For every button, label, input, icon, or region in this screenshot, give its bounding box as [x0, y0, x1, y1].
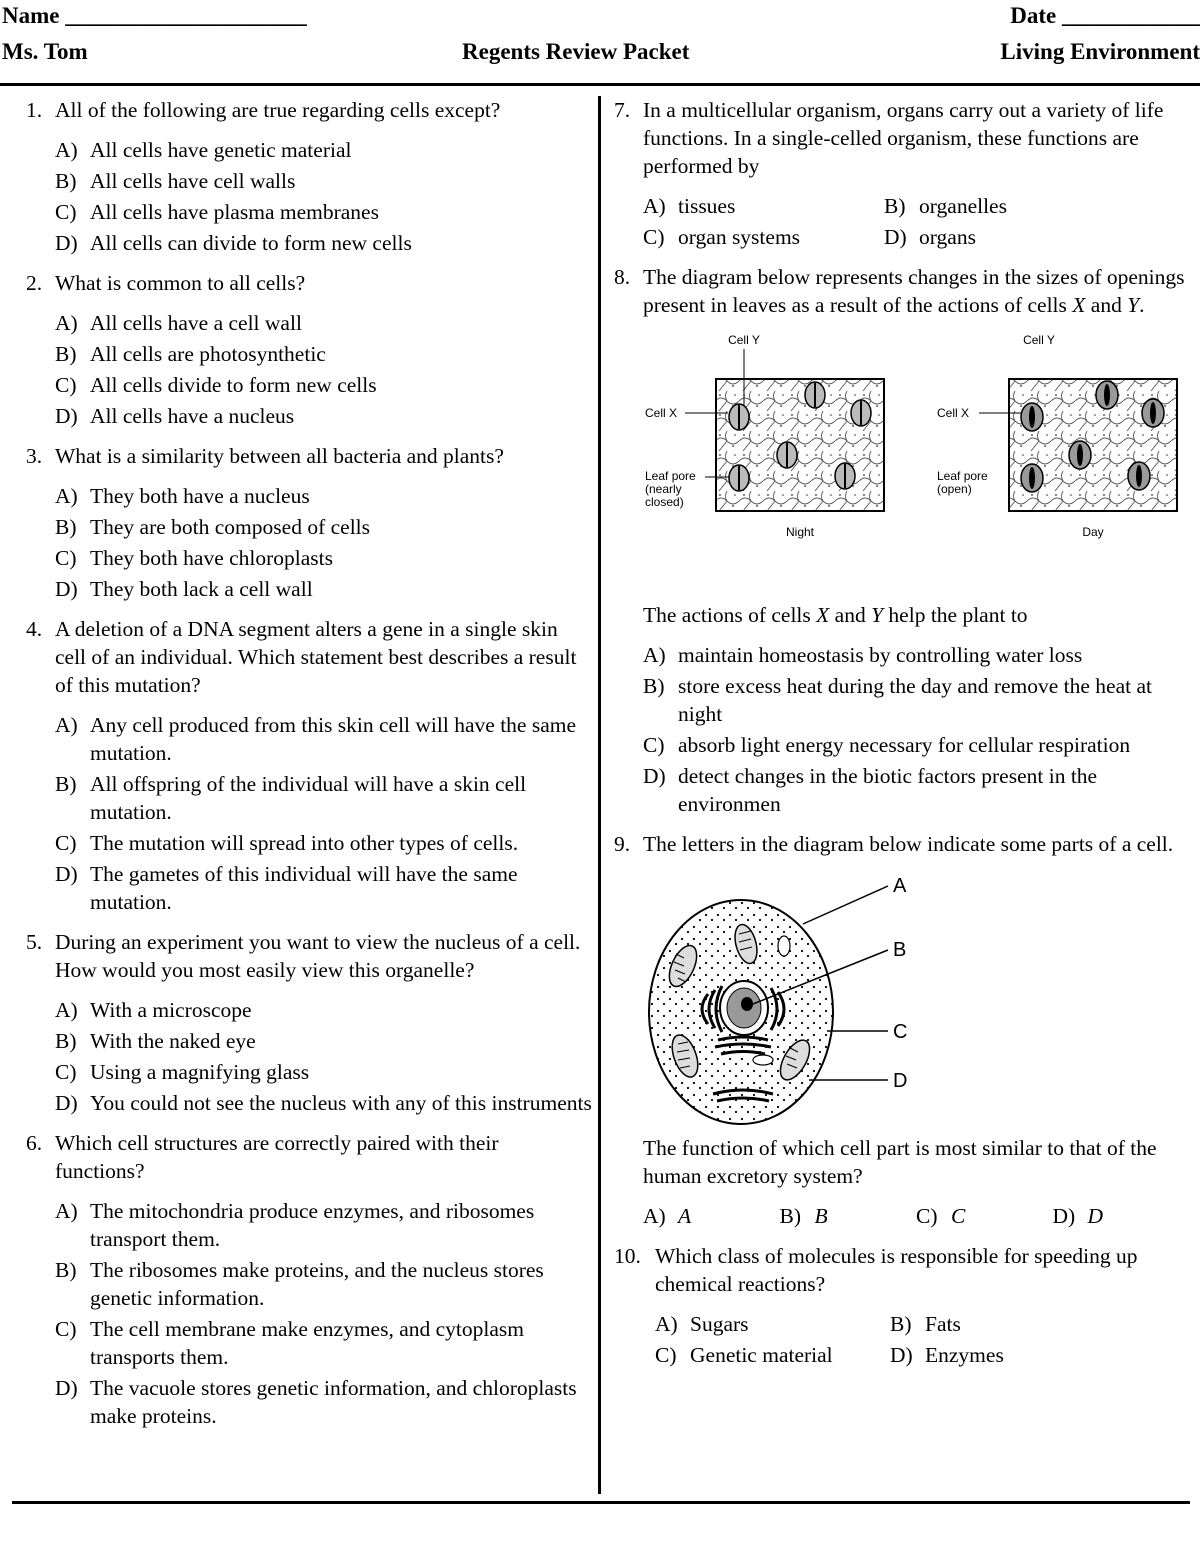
question-number: 6. [26, 1131, 43, 1155]
label-d: D [893, 1070, 908, 1092]
course-name: Living Environment [1000, 39, 1200, 64]
open-pore [1142, 399, 1164, 427]
cell-diagram [643, 864, 1189, 1134]
label-b: B [893, 939, 907, 961]
leaf-pore-svg [643, 331, 1188, 561]
label-pore-open-2: (open) [937, 482, 972, 496]
closed-pore [805, 382, 825, 408]
answer-choice[interactable]: D) The vacuole stores genetic information, and chloroplasts make proteins. [55, 1376, 577, 1428]
answer-choice[interactable]: C) All cells have plasma membranes [55, 200, 379, 224]
question-number: 1. [26, 98, 43, 122]
question-2 [26, 269, 592, 430]
answer-choice[interactable]: D) D [1052, 1204, 1104, 1228]
answer-choice[interactable]: D) The gametes of this individual will have the same mutation. [55, 862, 518, 914]
date-field-label: Date ____________ [1010, 3, 1200, 28]
label-day: Day [1082, 525, 1104, 539]
answer-choice[interactable]: B) All cells are photosynthetic [55, 342, 326, 366]
header-divider [0, 83, 1200, 86]
answer-choice[interactable]: D) You could not see the nucleus with any of this instruments [55, 1091, 592, 1115]
open-pore [1069, 441, 1091, 469]
right-column [614, 96, 1189, 1369]
question-stem: The diagram below represents changes in the sizes of openings present in leaves as a result of the actions of cells X and Y. [643, 265, 1185, 317]
answer-choice[interactable]: C) All cells divide to form new cells [55, 373, 377, 397]
answer-choice[interactable]: A) They both have a nucleus [55, 484, 310, 508]
answer-choice[interactable]: A) All cells have a cell wall [55, 311, 302, 335]
question-10 [614, 1242, 1189, 1369]
question-subtext: The actions of cells X and Y help the plant to [643, 603, 1028, 627]
answer-choice[interactable]: A) With a microscope [55, 998, 252, 1022]
nucleus [720, 981, 768, 1035]
open-pore [1021, 403, 1043, 431]
question-subtext: The function of which cell part is most similar to that of the human excretory system? [643, 1136, 1157, 1188]
question-5 [26, 928, 592, 1117]
label-pore-closed-3: closed) [645, 495, 684, 509]
question-number: 8. [614, 265, 631, 289]
question-stem: All of the following are true regarding cells except? [55, 98, 501, 122]
open-pore [1021, 464, 1043, 492]
closed-pore [851, 400, 871, 426]
answer-choice[interactable]: C) C [916, 1204, 966, 1228]
answer-choice[interactable]: C) Genetic material [655, 1343, 833, 1367]
answer-choice[interactable]: C) They both have chloroplasts [55, 546, 334, 570]
label-cell-x: Cell X [645, 406, 678, 420]
question-4 [26, 615, 592, 916]
label-pore-open-1: Leaf pore [937, 469, 988, 483]
answer-choice[interactable]: D) All cells have a nucleus [55, 404, 295, 428]
footer-divider [12, 1501, 1190, 1504]
answer-choice[interactable]: B) All cells have cell walls [55, 169, 296, 193]
answer-choice[interactable]: A) The mitochondria produce enzymes, and ribosomes transport them. [55, 1199, 535, 1251]
answer-choice[interactable]: B) B [779, 1204, 828, 1228]
answer-choice[interactable]: A) All cells have genetic material [55, 138, 352, 162]
answer-choice[interactable]: C) organ systems [643, 225, 801, 249]
left-column [26, 96, 592, 1433]
question-6 [26, 1129, 592, 1430]
answer-choice[interactable]: B) With the naked eye [55, 1029, 256, 1053]
question-8 [614, 263, 1189, 818]
answer-choice[interactable]: C) absorb light energy necessary for cellular respiration [643, 733, 1131, 757]
question-stem: What is a similarity between all bacteria and plants? [55, 444, 504, 468]
question-number: 5. [26, 930, 43, 954]
leader-a [803, 886, 888, 924]
question-stem: A deletion of a DNA segment alters a gene in a single skin cell of an individual. Which statement best describes a result of this mutation? [55, 617, 577, 697]
question-number: 9. [614, 832, 631, 856]
question-number: 10. [614, 1244, 641, 1268]
vacuole [778, 936, 790, 956]
closed-pore [835, 463, 855, 489]
answer-choice[interactable]: B) The ribosomes make proteins, and the nucleus stores genetic information. [55, 1258, 544, 1310]
label-cell-x-day: Cell X [937, 406, 970, 420]
label-night: Night [785, 525, 815, 539]
open-pore [1096, 381, 1118, 409]
question-stem: Which class of molecules is responsible for speeding up chemical reactions? [655, 1244, 1138, 1296]
question-number: 7. [614, 98, 631, 122]
closed-pore [729, 404, 749, 430]
label-c: C [893, 1021, 908, 1043]
answer-choice[interactable]: B) They are both composed of cells [55, 515, 371, 539]
cell-diagram-svg [643, 864, 943, 1134]
label-a: A [893, 875, 907, 897]
answer-choice[interactable]: D) Enzymes [890, 1343, 1004, 1367]
leaf-pore-diagram [643, 331, 1189, 601]
question-number: 4. [26, 617, 43, 641]
closed-pore [729, 465, 749, 491]
label-pore-closed-1: Leaf pore [645, 469, 696, 483]
answer-choice[interactable]: B) Fats [890, 1312, 961, 1336]
column-divider [598, 96, 601, 1494]
answer-choice[interactable]: B) organelles [884, 194, 1007, 218]
question-stem: During an experiment you want to view the nucleus of a cell. How would you most easily view this organelle? [55, 930, 581, 982]
closed-pore [777, 442, 797, 468]
question-7 [614, 96, 1189, 251]
question-1 [26, 96, 592, 257]
question-9 [614, 830, 1189, 1230]
question-stem: In a multicellular organism, organs carry out a variety of life functions. In a single-celled organism, these functions are performed by [643, 98, 1164, 178]
answer-choice[interactable]: B) store excess heat during the day and remove the heat at night [643, 674, 1153, 726]
answer-choice[interactable]: D) organs [884, 225, 976, 249]
answer-choice[interactable]: A) maintain homeostasis by controlling water loss [643, 643, 1083, 667]
name-field-label: Name _____________________ [2, 3, 307, 28]
label-cell-y: Cell Y [728, 333, 760, 347]
answer-choice[interactable]: D) detect changes in the biotic factors present in the environmen [643, 764, 1098, 816]
open-pore [1128, 462, 1150, 490]
label-cell-y-day: Cell Y [1023, 333, 1055, 347]
answer-choice[interactable]: A) Sugars [655, 1312, 749, 1336]
answer-choice[interactable]: D) They both lack a cell wall [55, 577, 313, 601]
question-number: 2. [26, 271, 43, 295]
answer-choice[interactable]: B) All offspring of the individual will have a skin cell mutation. [55, 772, 527, 824]
answer-choice[interactable]: A) Any cell produced from this skin cell will have the same mutation. [55, 713, 577, 765]
packet-title: Regents Review Packet [462, 39, 690, 64]
question-stem: Which cell structures are correctly paired with their functions? [55, 1131, 499, 1183]
teacher-name: Ms. Tom [2, 39, 88, 64]
question-3 [26, 442, 592, 603]
answer-choice[interactable]: A) A [643, 1204, 692, 1228]
answer-choice[interactable]: C) The cell membrane make enzymes, and cytoplasm transports them. [55, 1317, 525, 1369]
question-stem: What is common to all cells? [55, 271, 306, 295]
answer-choice[interactable]: A) tissues [643, 194, 736, 218]
answer-choice[interactable]: D) All cells can divide to form new cells [55, 231, 412, 255]
label-pore-closed-2: (nearly [645, 482, 682, 496]
question-number: 3. [26, 444, 43, 468]
vacuole [753, 1055, 773, 1065]
question-stem: The letters in the diagram below indicate some parts of a cell. [643, 832, 1174, 856]
answer-choice[interactable]: C) The mutation will spread into other types of cells. [55, 831, 519, 855]
answer-choice[interactable]: C) Using a magnifying glass [55, 1060, 310, 1084]
